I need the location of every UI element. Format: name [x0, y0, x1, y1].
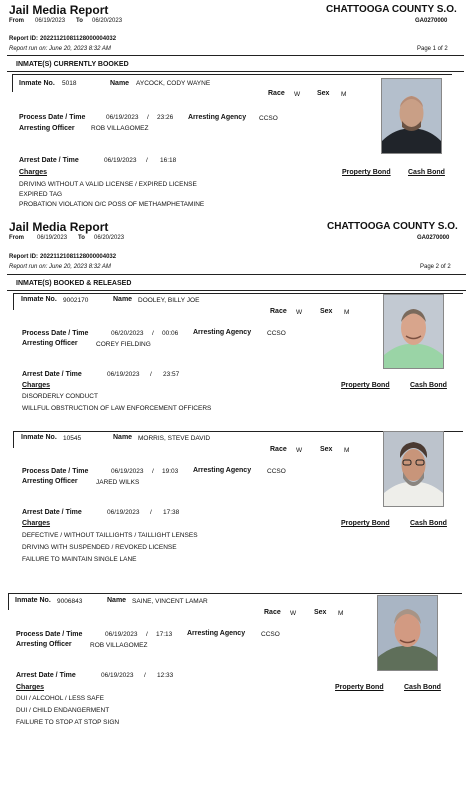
- sex-value: M: [344, 447, 350, 454]
- arrest-time: 23:57: [163, 371, 180, 378]
- charge-item: DUI / ALCOHOL / LESS SAFE: [16, 695, 104, 702]
- agency-value: CCSO: [261, 631, 280, 638]
- arrest-label: Arrest Date / Time: [19, 157, 79, 164]
- charge-item: DRIVING WITH SUSPENDED / REVOKED LICENSE: [22, 544, 177, 551]
- race-label: Race: [270, 308, 287, 315]
- record-border: [13, 431, 14, 448]
- sex-label: Sex: [317, 90, 330, 97]
- property-bond-label: Property Bond: [335, 684, 384, 691]
- process-date: 06/19/2023: [105, 631, 138, 638]
- sex-value: M: [344, 309, 350, 316]
- page-number: Page 2 of 2: [420, 264, 451, 270]
- agency-label: Arresting Agency: [188, 114, 247, 121]
- agency-label: Arresting Agency: [193, 329, 252, 336]
- county-name: CHATTOOGA COUNTY S.O.: [327, 221, 458, 232]
- charges-label: Charges: [22, 520, 51, 527]
- divider: [7, 290, 466, 291]
- inmate-no-label: Inmate No.: [21, 434, 57, 441]
- inmate-no: 9006843: [57, 598, 83, 605]
- report-id-label: Report ID:: [9, 36, 38, 42]
- report-title: Jail Media Report: [9, 220, 109, 234]
- slash: /: [146, 157, 148, 164]
- inmate-photo: [383, 294, 444, 369]
- divider: [7, 274, 466, 275]
- charge-item: DISORDERLY CONDUCT: [22, 393, 98, 400]
- charge-item: WILLFUL OBSTRUCTION OF LAW ENFORCEMENT OFFICERS: [22, 405, 212, 412]
- report-id: 20221121081128000004032: [40, 36, 117, 42]
- charge-item: DRIVING WITHOUT A VALID LICENSE / EXPIRED LICENSE: [19, 181, 197, 188]
- race-label: Race: [264, 609, 281, 616]
- race-value: W: [296, 309, 303, 316]
- record-border: [12, 74, 13, 92]
- inmate-no: 5018: [62, 80, 77, 87]
- charges-label: Charges: [22, 382, 51, 389]
- mugshot-image: [384, 295, 443, 368]
- cash-bond-label: Cash Bond: [410, 520, 447, 527]
- process-time: 00:06: [162, 330, 179, 337]
- property-bond-label: Property Bond: [342, 169, 391, 176]
- agency-code: GA0270000: [417, 235, 450, 241]
- inmate-photo: [381, 78, 442, 154]
- charges-label: Charges: [16, 684, 45, 691]
- slash: /: [150, 371, 152, 378]
- slash: /: [150, 509, 152, 516]
- mugshot-image: [378, 596, 437, 670]
- to-date: 06/20/2023: [94, 235, 125, 241]
- sex-label: Sex: [314, 609, 327, 616]
- property-bond-label: Property Bond: [341, 382, 390, 389]
- arrest-time: 12:33: [157, 672, 174, 679]
- charge-item: FAILURE TO MAINTAIN SINGLE LANE: [22, 556, 137, 563]
- to-label: To: [76, 18, 83, 24]
- inmate-no-label: Inmate No.: [21, 296, 57, 303]
- agency-code: GA0270000: [415, 18, 448, 24]
- sex-label: Sex: [320, 446, 333, 453]
- slash: /: [152, 468, 154, 475]
- report-title: Jail Media Report: [9, 3, 109, 17]
- arrest-time: 17:38: [163, 509, 180, 516]
- arrest-label: Arrest Date / Time: [16, 672, 76, 679]
- inmate-name: DOOLEY, BILLY JOE: [138, 297, 200, 304]
- officer-value: COREY FIELDING: [96, 341, 151, 348]
- report-id: 20221121081128000004032: [40, 254, 117, 260]
- report-id-label: Report ID:: [9, 254, 38, 260]
- record-border: [13, 293, 14, 310]
- process-date: 06/19/2023: [111, 468, 144, 475]
- officer-label: Arresting Officer: [19, 125, 75, 132]
- race-label: Race: [268, 90, 285, 97]
- mugshot-image: [382, 79, 441, 153]
- section-title: INMATE(S) BOOKED & RELEASED: [16, 280, 132, 287]
- sex-value: M: [341, 91, 347, 98]
- arrest-label: Arrest Date / Time: [22, 371, 82, 378]
- arrest-date: 06/19/2023: [107, 509, 140, 516]
- page-number: Page 1 of 2: [417, 46, 448, 52]
- slash: /: [144, 672, 146, 679]
- mugshot-image: [384, 432, 443, 506]
- officer-value: ROB VILLAGOMEZ: [91, 125, 149, 132]
- section-title: INMATE(S) CURRENTLY BOOKED: [16, 61, 129, 68]
- officer-label: Arresting Officer: [16, 641, 72, 648]
- arrest-label: Arrest Date / Time: [22, 509, 82, 516]
- divider: [7, 55, 464, 56]
- process-time: 17:13: [156, 631, 173, 638]
- from-label: From: [9, 18, 24, 24]
- process-label: Process Date / Time: [19, 114, 86, 121]
- report-run-on: Report run on: June 20, 2023 8:32 AM: [9, 46, 111, 52]
- race-label: Race: [270, 446, 287, 453]
- process-date: 06/19/2023: [106, 114, 139, 121]
- to-date: 06/20/2023: [92, 18, 123, 24]
- from-date: 06/19/2023: [35, 18, 66, 24]
- record-border: [8, 593, 462, 594]
- arrest-date: 06/19/2023: [101, 672, 134, 679]
- process-time: 19:03: [162, 468, 179, 475]
- officer-label: Arresting Officer: [22, 478, 78, 485]
- slash: /: [147, 114, 149, 121]
- arrest-time: 16:18: [160, 157, 177, 164]
- slash: /: [146, 631, 148, 638]
- name-label: Name: [107, 597, 127, 604]
- agency-value: CCSO: [267, 330, 286, 337]
- agency-label: Arresting Agency: [193, 467, 252, 474]
- cash-bond-label: Cash Bond: [408, 169, 445, 176]
- inmate-name: AYCOCK, CODY WAYNE: [136, 80, 211, 87]
- from-label: From: [9, 235, 24, 241]
- county-name: CHATTOOGA COUNTY S.O.: [326, 4, 457, 15]
- arrest-date: 06/19/2023: [104, 157, 137, 164]
- charge-item: PROBATION VIOLATION O/C POSS OF METHAMPHETAMINE: [19, 201, 205, 208]
- to-label: To: [78, 235, 85, 241]
- inmate-no-label: Inmate No.: [15, 597, 51, 604]
- cash-bond-label: Cash Bond: [410, 382, 447, 389]
- inmate-photo: [383, 431, 444, 507]
- slash: /: [152, 330, 154, 337]
- sex-label: Sex: [320, 308, 333, 315]
- from-date: 06/19/2023: [37, 235, 68, 241]
- charge-item: DUI / CHILD ENDANGERMENT: [16, 707, 110, 714]
- process-label: Process Date / Time: [16, 631, 83, 638]
- agency-value: CCSO: [259, 115, 278, 122]
- property-bond-label: Property Bond: [341, 520, 390, 527]
- inmate-no: 10545: [63, 435, 82, 442]
- charge-item: DEFECTIVE / WITHOUT TAILLIGHTS / TAILLIGHT LENSES: [22, 532, 198, 539]
- process-label: Process Date / Time: [22, 468, 89, 475]
- agency-value: CCSO: [267, 468, 286, 475]
- arrest-date: 06/19/2023: [107, 371, 140, 378]
- cash-bond-label: Cash Bond: [404, 684, 441, 691]
- record-border: [8, 593, 9, 610]
- race-value: W: [290, 610, 297, 617]
- report-run-on: Report run on: June 20, 2023 8:32 AM: [9, 264, 111, 270]
- name-label: Name: [113, 296, 133, 303]
- process-label: Process Date / Time: [22, 330, 89, 337]
- name-label: Name: [110, 80, 130, 87]
- officer-value: ROB VILLAGOMEZ: [90, 642, 148, 649]
- charge-item: FAILURE TO STOP AT STOP SIGN: [16, 719, 120, 726]
- officer-value: JARED WILKS: [96, 479, 140, 486]
- race-value: W: [294, 91, 301, 98]
- sex-value: M: [338, 610, 344, 617]
- divider: [7, 71, 464, 72]
- inmate-no: 9002170: [63, 297, 89, 304]
- process-date: 06/20/2023: [111, 330, 144, 337]
- inmate-no-label: Inmate No.: [19, 80, 55, 87]
- name-label: Name: [113, 434, 133, 441]
- inmate-photo: [377, 595, 438, 671]
- officer-label: Arresting Officer: [22, 340, 78, 347]
- record-border: [12, 74, 452, 75]
- charge-item: EXPIRED TAG: [19, 191, 63, 198]
- process-time: 23:26: [157, 114, 174, 121]
- inmate-name: MORRIS, STEVE DAVID: [138, 435, 211, 442]
- agency-label: Arresting Agency: [187, 630, 246, 637]
- inmate-name: SAINE, VINCENT LAMAR: [132, 598, 208, 605]
- charges-label: Charges: [19, 169, 48, 176]
- race-value: W: [296, 447, 303, 454]
